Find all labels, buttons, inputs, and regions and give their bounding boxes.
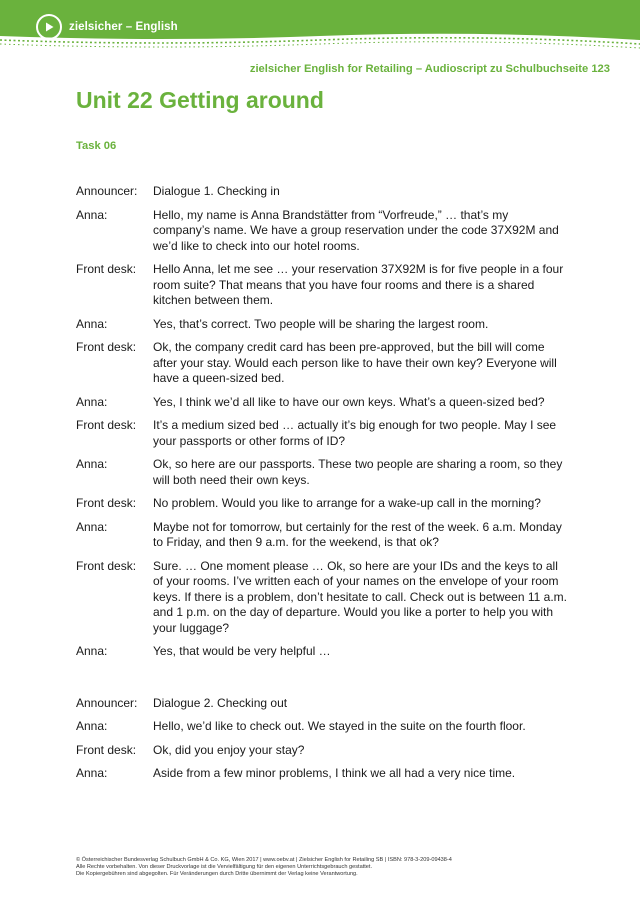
speaker-label: Anna:	[76, 394, 108, 409]
line-text: Maybe not for tomorrow, but certainly for the rest of the week. 6 a.m. Monday to Friday, and then 9 a.m. for the weekend, is that ok?	[153, 519, 562, 549]
footer-line: Die Kopiergebühren sind abgegolten. Für Veränderungen durch Dritte übernimmt der Verlag keine Verantwortung.	[76, 871, 358, 877]
task-label: Task 06	[76, 140, 117, 152]
dialogue-line	[76, 340, 576, 387]
speaker-label: Front desk:	[76, 418, 137, 432]
line-text: Yes, that would be very helpful …	[153, 644, 331, 658]
line-text: Yes, I think we’d all like to have our own keys. What’s a queen-sized bed?	[153, 394, 545, 409]
header-banner	[0, 0, 640, 50]
line-text: Aside from a few minor problems, I think we all had a very nice time.	[153, 766, 516, 780]
speaker-label: Anna:	[76, 316, 108, 331]
dialogue-line	[76, 644, 576, 660]
dialogue-line	[76, 208, 576, 255]
speaker-label: Front desk:	[76, 558, 137, 573]
dialogue-script	[76, 184, 576, 790]
line-text: Hello, my name is Anna Brandstätter from “Vorfreude,” … that’s my company’s name. We have a group reservation under the code 37X92M and we’d like to check into our hotel rooms.	[153, 207, 559, 253]
dialogue-line	[76, 743, 576, 759]
speaker-label: Announcer:	[76, 695, 138, 710]
speaker-label: Anna:	[76, 766, 108, 780]
line-text: Hello Anna, let me see … your reservation 37X92M is for five people in a four room suite? That means that you have four rooms and there is a shared kitchen between them.	[153, 262, 564, 307]
page-title: Unit 22 Getting around	[76, 87, 324, 113]
line-text: Sure. … One moment please … Ok, so here are your IDs and the keys to all of your rooms. I’ve written each of your names on the envelope of your room keys. If there is a problem, don’t hesitate to call. Check out is between 11 a.m. and 1 p.m. on the day of departure. Would you like a porter to help you with your luggage?	[153, 558, 567, 635]
speaker-label: Anna:	[76, 457, 108, 471]
line-text: Yes, that’s correct. Two people will be sharing the largest room.	[153, 316, 489, 331]
line-text: Hello, we’d like to check out. We stayed in the suite on the fourth floor.	[153, 719, 526, 733]
play-icon	[36, 14, 62, 40]
brand-name: zielsicher – English	[69, 21, 178, 33]
speaker-label: Announcer:	[76, 184, 138, 198]
line-text: Ok, did you enjoy your stay?	[153, 742, 305, 757]
dialogue-line	[76, 520, 576, 551]
speaker-label: Anna:	[76, 519, 108, 534]
line-text: It’s a medium sized bed … actually it’s big enough for two people. May I see your passports or other forms of ID?	[153, 418, 557, 448]
line-text: Dialogue 2. Checking out	[153, 695, 288, 710]
document-subtitle: zielsicher English for Retailing – Audioscript zu Schulbuchseite 123	[249, 63, 610, 75]
brand-logo	[36, 14, 178, 40]
speaker-label: Anna:	[76, 207, 108, 222]
copyright-footer	[76, 857, 452, 878]
dialogue-line	[76, 262, 576, 309]
dialogue-line	[76, 184, 576, 200]
line-text: No problem. Would you like to arrange for a wake-up call in the morning?	[153, 496, 541, 510]
speaker-label: Front desk:	[76, 742, 137, 757]
dialogue-line	[76, 766, 576, 782]
speaker-label: Front desk:	[76, 496, 137, 510]
dialogue-line	[76, 317, 576, 333]
dialogue-line	[76, 395, 576, 411]
dialogue-line	[76, 719, 576, 735]
dialogue-line	[76, 496, 576, 512]
speaker-label: Anna:	[76, 644, 108, 658]
dialogue-line	[76, 418, 576, 449]
speaker-label: Front desk:	[76, 262, 137, 276]
line-text: Dialogue 1. Checking in	[153, 184, 280, 198]
dialogue-line	[76, 559, 576, 637]
speaker-label: Front desk:	[76, 340, 137, 354]
line-text: Ok, so here are our passports. These two people are sharing a room, so they will both need their own keys.	[153, 457, 563, 487]
footer-line: © Österreichischer Bundesverlag Schulbuch GmbH & Co. KG, Wien 2017 | www.oebv.at | Zielsicher English for Retailing SB | ISBN: 978-3-209-09438-4	[76, 857, 452, 863]
dialogue-line	[76, 696, 576, 712]
speaker-label: Anna:	[76, 719, 108, 733]
footer-line: Alle Rechte vorbehalten. Von dieser Druckvorlage ist die Vervielfältigung für den eigenen Unterrichtsgebrauch gestattet.	[76, 864, 373, 870]
line-text: Ok, the company credit card has been pre-approved, but the bill will come after your stay. Would each person like to have their own key? Everyone will have a queen-sized bed.	[153, 340, 557, 385]
dialogue-line	[76, 457, 576, 488]
